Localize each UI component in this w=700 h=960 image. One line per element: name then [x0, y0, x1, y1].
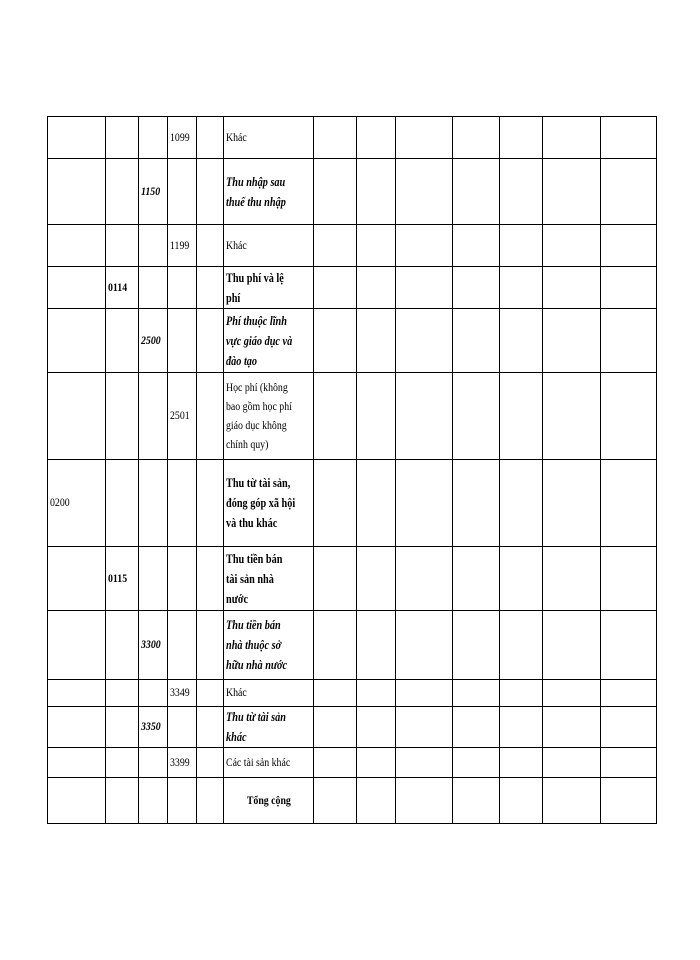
empty-cell [357, 611, 396, 680]
empty-cell [543, 748, 601, 778]
empty-cell [314, 680, 357, 707]
cell-code-2 [106, 680, 139, 707]
empty-cell [314, 159, 357, 225]
empty-cell [601, 373, 657, 460]
empty-cell [396, 778, 453, 824]
empty-cell [197, 267, 224, 309]
cell-code-4 [168, 159, 197, 225]
empty-cell [453, 159, 500, 225]
empty-cell [453, 267, 500, 309]
empty-cell [543, 611, 601, 680]
cell-code-1 [48, 707, 106, 748]
table-row [48, 225, 657, 267]
empty-cell [314, 373, 357, 460]
empty-cell [500, 680, 543, 707]
empty-cell [357, 680, 396, 707]
empty-cell [197, 547, 224, 611]
cell-code-1 [48, 225, 106, 267]
empty-cell [139, 778, 168, 824]
empty-cell [396, 309, 453, 373]
empty-cell [314, 611, 357, 680]
empty-cell [543, 117, 601, 159]
table-row [48, 460, 657, 547]
cell-code-1 [48, 267, 106, 309]
empty-cell [357, 547, 396, 611]
empty-cell [357, 225, 396, 267]
empty-cell [197, 707, 224, 748]
empty-cell [453, 117, 500, 159]
total-row [48, 778, 657, 824]
cell-code-3: 3300 [139, 611, 168, 680]
empty-cell [500, 547, 543, 611]
empty-cell [453, 748, 500, 778]
cell-name: Khác [224, 680, 314, 707]
empty-cell [453, 460, 500, 547]
table-row [48, 373, 657, 460]
cell-code-4: 2501 [168, 373, 197, 460]
cell-code-1 [48, 611, 106, 680]
table-row [48, 267, 657, 309]
empty-cell [453, 778, 500, 824]
empty-cell [601, 547, 657, 611]
cell-name: Thu tiền bán tài sản nhà nước [224, 547, 314, 611]
empty-cell [500, 460, 543, 547]
cell-code-4 [168, 267, 197, 309]
cell-name: Thu phí và lệ phí [224, 267, 314, 309]
empty-cell [357, 117, 396, 159]
empty-cell [601, 159, 657, 225]
empty-cell [453, 707, 500, 748]
empty-cell [601, 748, 657, 778]
empty-cell [314, 267, 357, 309]
empty-cell [543, 159, 601, 225]
empty-cell [314, 309, 357, 373]
empty-cell [543, 680, 601, 707]
empty-cell [543, 373, 601, 460]
cell-code-2: 0114 [106, 267, 139, 309]
cell-name: Phí thuộc lĩnh vực giáo dục và đào tạo [224, 309, 314, 373]
cell-name: Học phí (không bao gồm học phí giáo dục không chính quy) [224, 373, 314, 460]
empty-cell [453, 680, 500, 707]
empty-cell [106, 778, 139, 824]
empty-cell [500, 267, 543, 309]
empty-cell [396, 117, 453, 159]
empty-cell [396, 547, 453, 611]
empty-cell [357, 267, 396, 309]
empty-cell [314, 460, 357, 547]
empty-cell [197, 309, 224, 373]
empty-cell [396, 611, 453, 680]
cell-code-1: 0200 [48, 460, 106, 547]
empty-cell [453, 309, 500, 373]
cell-code-4 [168, 547, 197, 611]
empty-cell [453, 547, 500, 611]
empty-cell [314, 225, 357, 267]
cell-code-4: 3349 [168, 680, 197, 707]
empty-cell [314, 117, 357, 159]
empty-cell [396, 267, 453, 309]
cell-code-1 [48, 373, 106, 460]
empty-cell [168, 778, 197, 824]
empty-cell [396, 225, 453, 267]
empty-cell [396, 680, 453, 707]
empty-cell [396, 748, 453, 778]
cell-name: Thu nhập sau thuế thu nhập [224, 159, 314, 225]
empty-cell [543, 778, 601, 824]
table-body [48, 117, 657, 824]
cell-code-4 [168, 611, 197, 680]
cell-code-1 [48, 309, 106, 373]
total-label: Tổng cộng [224, 778, 314, 824]
cell-code-3 [139, 748, 168, 778]
cell-code-2 [106, 159, 139, 225]
empty-cell [601, 117, 657, 159]
table-row [48, 159, 657, 225]
cell-code-1 [48, 547, 106, 611]
table-row [48, 748, 657, 778]
empty-cell [500, 707, 543, 748]
table-row [48, 707, 657, 748]
cell-code-2: 0115 [106, 547, 139, 611]
empty-cell [500, 159, 543, 225]
empty-cell [601, 225, 657, 267]
empty-cell [197, 117, 224, 159]
table-row [48, 611, 657, 680]
cell-code-4: 3399 [168, 748, 197, 778]
cell-code-2 [106, 309, 139, 373]
empty-cell [197, 611, 224, 680]
empty-cell [197, 225, 224, 267]
empty-cell [601, 309, 657, 373]
cell-code-2 [106, 460, 139, 547]
empty-cell [500, 778, 543, 824]
budget-table [47, 116, 657, 824]
empty-cell [543, 707, 601, 748]
cell-name: Khác [224, 117, 314, 159]
cell-code-3: 2500 [139, 309, 168, 373]
empty-cell [500, 225, 543, 267]
empty-cell [197, 373, 224, 460]
cell-code-3 [139, 117, 168, 159]
empty-cell [357, 309, 396, 373]
empty-cell [543, 225, 601, 267]
empty-cell [543, 309, 601, 373]
cell-code-4 [168, 707, 197, 748]
cell-code-3: 1150 [139, 159, 168, 225]
cell-code-3 [139, 373, 168, 460]
empty-cell [357, 778, 396, 824]
cell-code-3 [139, 267, 168, 309]
empty-cell [601, 460, 657, 547]
empty-cell [453, 373, 500, 460]
empty-cell [357, 707, 396, 748]
cell-name: Các tài sản khác [224, 748, 314, 778]
cell-code-3 [139, 547, 168, 611]
cell-code-2 [106, 117, 139, 159]
empty-cell [601, 267, 657, 309]
empty-cell [396, 460, 453, 547]
empty-cell [453, 611, 500, 680]
empty-cell [314, 547, 357, 611]
empty-cell [357, 460, 396, 547]
cell-code-2 [106, 707, 139, 748]
cell-name: Khác [224, 225, 314, 267]
empty-cell [500, 748, 543, 778]
cell-code-3: 3350 [139, 707, 168, 748]
cell-code-2 [106, 225, 139, 267]
cell-code-1 [48, 748, 106, 778]
cell-code-2 [106, 748, 139, 778]
empty-cell [500, 373, 543, 460]
empty-cell [601, 680, 657, 707]
empty-cell [197, 680, 224, 707]
empty-cell [500, 117, 543, 159]
empty-cell [601, 707, 657, 748]
cell-code-4 [168, 460, 197, 547]
cell-code-4: 1099 [168, 117, 197, 159]
empty-cell [314, 707, 357, 748]
empty-cell [197, 748, 224, 778]
cell-code-2 [106, 373, 139, 460]
empty-cell [396, 707, 453, 748]
empty-cell [357, 748, 396, 778]
cell-code-4 [168, 309, 197, 373]
cell-name: Thu từ tài sản, đóng góp xã hội và thu khác [224, 460, 314, 547]
cell-code-4: 1199 [168, 225, 197, 267]
empty-cell [314, 748, 357, 778]
table-row [48, 547, 657, 611]
table-row [48, 680, 657, 707]
empty-cell [357, 159, 396, 225]
table-row [48, 309, 657, 373]
empty-cell [500, 611, 543, 680]
empty-cell [396, 159, 453, 225]
empty-cell [601, 778, 657, 824]
empty-cell [314, 778, 357, 824]
empty-cell [543, 460, 601, 547]
cell-code-3 [139, 680, 168, 707]
cell-code-1 [48, 680, 106, 707]
cell-code-3 [139, 460, 168, 547]
empty-cell [357, 373, 396, 460]
empty-cell [197, 460, 224, 547]
table-row [48, 117, 657, 159]
cell-name: Thu tiền bán nhà thuộc sở hữu nhà nước [224, 611, 314, 680]
cell-code-1 [48, 159, 106, 225]
empty-cell [197, 159, 224, 225]
cell-code-1 [48, 117, 106, 159]
empty-cell [197, 778, 224, 824]
cell-code-3 [139, 225, 168, 267]
cell-code-2 [106, 611, 139, 680]
empty-cell [453, 225, 500, 267]
empty-cell [48, 778, 106, 824]
empty-cell [396, 373, 453, 460]
empty-cell [601, 611, 657, 680]
empty-cell [500, 309, 543, 373]
empty-cell [543, 267, 601, 309]
cell-name: Thu từ tài sản khác [224, 707, 314, 748]
empty-cell [543, 547, 601, 611]
